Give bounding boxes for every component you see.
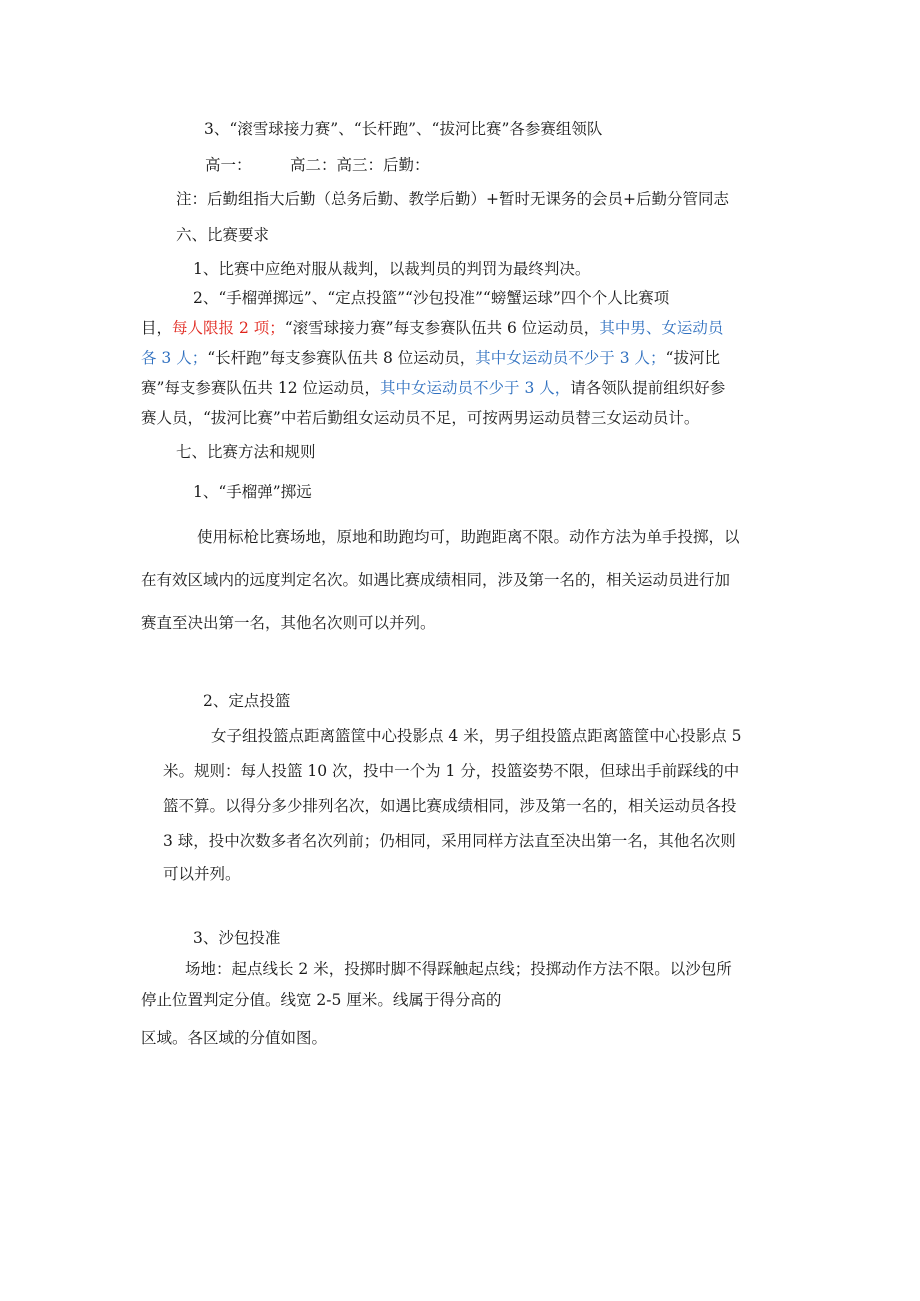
- text-segment: 请各领队提前组织好参: [570, 379, 726, 397]
- leader-grade-1: 高一：: [205, 156, 252, 174]
- sandbag-line-3: 区域。各区域的分值如图。: [141, 1029, 328, 1047]
- highlight-blue: 各 3 人；: [141, 349, 208, 367]
- basket-line-3: 篮不算。以得分多少排列名次，如遇比赛成绩相同，涉及第一名的，相关运动员各投: [163, 797, 737, 815]
- highlight-blue: 其中女运动员不少于 3 人；: [475, 349, 666, 367]
- grenade-line-3: 赛直至决出第一名，其他名次则可以并列。: [141, 614, 436, 632]
- grenade-title: 1、“手榴弹”掷远: [193, 483, 312, 501]
- text-segment: 赛”每支参赛队伍共 12 位运动员，: [141, 379, 381, 397]
- requirement-2-line-3: [141, 347, 720, 369]
- text-segment: “长杆跑”每支参赛队伍共 8 位运动员，: [207, 349, 476, 367]
- grenade-line-1: 使用标枪比赛场地，原地和助跑均可，助跑距离不限。动作方法为单手投掷，以: [197, 528, 740, 546]
- basket-title: 2、定点投篮: [203, 692, 291, 710]
- leader-grade-2: 高二：: [290, 156, 337, 174]
- leader-logistics: 后勤：: [383, 156, 430, 174]
- text-segment: “滚雪球接力赛”每支参赛队伍共 6 位运动员，: [284, 319, 600, 337]
- leader-grade-3: 高三：: [336, 156, 384, 174]
- text-segment: “拔河比: [665, 349, 720, 367]
- highlight-blue: 其中男、女运动员: [599, 319, 724, 337]
- requirement-1: 1、比赛中应绝对服从裁判，以裁判员的判罚为最终判决。: [193, 260, 591, 278]
- grenade-line-2: 在有效区域内的远度判定名次。如遇比赛成绩相同，涉及第一名的，相关运动员进行加: [141, 571, 731, 589]
- sandbag-title: 3、沙包投准: [193, 929, 281, 947]
- requirement-2-line-5: 赛人员，“拔河比赛”中若后勤组女运动员不足，可按两男运动员替三女运动员计。: [141, 409, 700, 427]
- leader-title: 3、“滚雪球接力赛”、“长杆跑”、“拔河比赛”各参赛组领队: [204, 120, 603, 138]
- requirement-2-line-2: [141, 317, 723, 339]
- section-7-heading: 七、比赛方法和规则: [176, 443, 316, 461]
- logistics-note: 注：后勤组指大后勤（总务后勤、教学后勤）+暂时无课务的会员+后勤分管同志: [176, 190, 729, 208]
- text-segment: 目，: [141, 319, 173, 337]
- requirement-2-line-4: [141, 377, 725, 399]
- sandbag-line-1: 场地：起点线长 2 米，投掷时脚不得踩触起点线；投掷动作方法不限。以沙包所: [185, 960, 732, 978]
- highlight-red: 每人限报 2 项；: [172, 319, 285, 337]
- basket-line-1: 女子组投篮点距离篮筐中心投影点 4 米，男子组投篮点距离篮筐中心投影点 5: [211, 727, 742, 745]
- basket-line-2: 米。规则：每人投篮 10 次，投中一个为 1 分，投篮姿势不限，但球出手前踩线的中: [163, 762, 740, 780]
- section-6-heading: 六、比赛要求: [176, 226, 270, 244]
- basket-line-5: 可以并列。: [163, 865, 241, 883]
- highlight-blue: 其中女运动员不少于 3 人，: [380, 379, 571, 397]
- requirement-2-line-1: 2、“手榴弹掷远”、“定点投篮”“沙包投准”“螃蟹运球”四个个人比赛项: [193, 289, 670, 307]
- leaders-line: [290, 154, 430, 176]
- sandbag-line-2: 停止位置判定分值。线宽 2-5 厘米。线属于得分高的: [141, 991, 502, 1009]
- basket-line-4: 3 球，投中次数多者名次列前；仍相同，采用同样方法直至决出第一名，其他名次则: [163, 832, 736, 850]
